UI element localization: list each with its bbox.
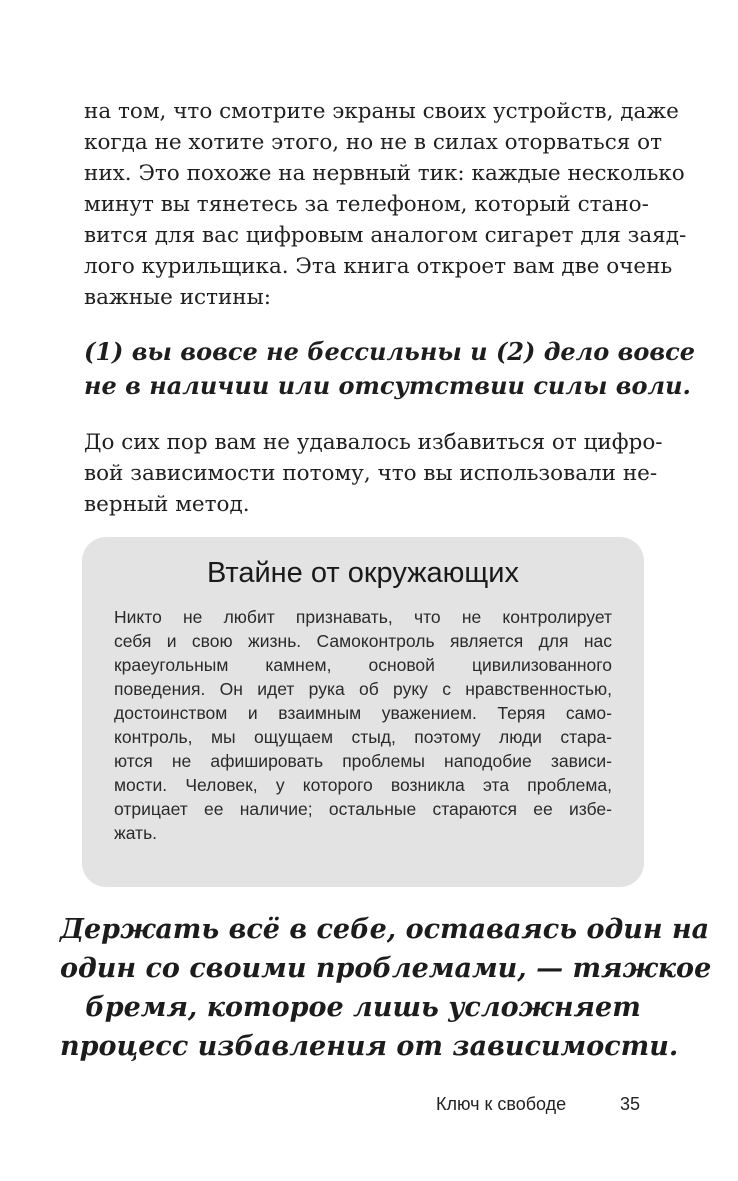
quote-line: один со своими проблемами, — тяжкое [60,953,712,984]
paragraph-line: До сих пор вам не удавалось избавиться от цифро- [84,430,663,455]
paragraph-line: верный метод. [84,492,250,517]
quote-line: Держать всё в себе, оставаясь один на [60,914,710,945]
sidebar-line: достоинством и взаимным уважением. Теряя само- [114,703,612,723]
sidebar-line: краеугольным камнем, основой цивилизованного [114,655,612,675]
sidebar-box [82,537,644,887]
quote-line: бремя, которое лишь усложняет [85,992,641,1023]
paragraph-line: минут вы тянетесь за телефоном, который стано- [84,192,649,217]
sidebar-title: Втайне от окружающих [207,557,519,589]
running-title: Ключ к свободе [436,1094,567,1114]
emphasis-line: не в наличии или отсутствии силы воли. [84,371,691,400]
emphasis-line: (1) вы вовсе не бессильны и (2) дело вовсе [84,337,696,366]
sidebar-line: мости. Человек, у которого возникла эта проблема, [114,775,612,795]
sidebar-line: поведения. Он идет рука об руку с нравственностью, [114,679,612,699]
paragraph-line: вой зависимости потому, что вы использовали не- [84,461,658,486]
sidebar-line: себя и свою жизнь. Самоконтроль является для нас [114,631,612,651]
paragraph-line: них. Это похоже на нервный тик: каждые несколько [84,161,685,186]
paragraph-line: важные истины: [84,285,271,310]
sidebar-line: ются не афишировать проблемы наподобие зависи- [114,751,612,771]
paragraph-line: когда не хотите этого, но не в силах оторваться от [84,130,663,155]
paragraph-line: на том, что смотрите экраны своих устройств, даже [84,99,679,124]
sidebar-line: контроль, мы ощущаем стыд, поэтому люди стара- [114,727,612,747]
sidebar-line: Никто не любит признавать, что не контролирует [114,607,612,627]
quote-line: процесс избавления от зависимости. [60,1031,679,1062]
sidebar-line: отрицает ее наличие; остальные стараются ее избе- [114,799,612,819]
paragraph-line: вится для вас цифровым аналогом сигарет для заяд- [84,223,687,248]
paragraph-line: лого курильщика. Эта книга откроет вам две очень [84,254,673,279]
sidebar-line: жать. [114,823,158,843]
page-number: 35 [620,1094,641,1114]
